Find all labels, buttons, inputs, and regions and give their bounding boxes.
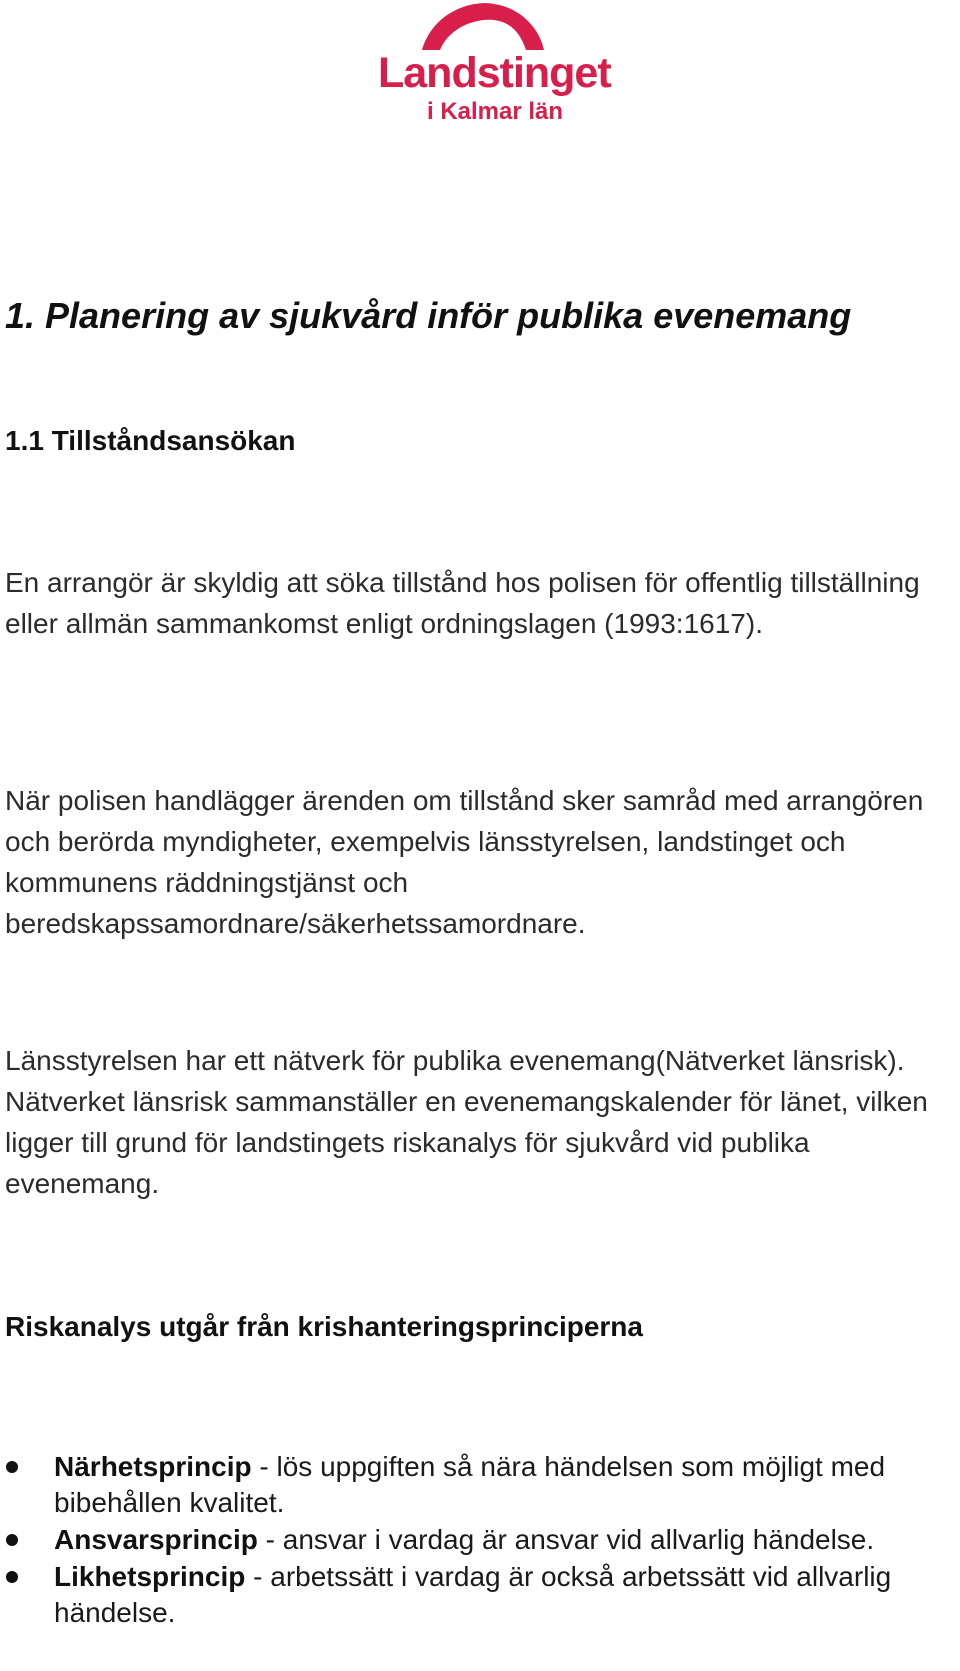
logo-name: Landstinget — [378, 49, 611, 97]
principle-term: Likhetsprincip — [54, 1561, 246, 1592]
paragraph-network: Länsstyrelsen har ett nätverk för publika evenemang(Nätverket länsrisk). Nätverket länsrisk sammanställer en evenemangskalender för länet, vilken ligger till grund för landstingets riskanalys för sjukvård vid publika evenemang. — [5, 1045, 928, 1199]
principles-list — [0, 1449, 950, 1632]
logo — [372, 0, 612, 132]
principle-description: - lös uppgiften så nära händelsen som möjligt med bibehållen kvalitet. — [54, 1451, 886, 1518]
logo-subtitle: i Kalmar län — [427, 98, 564, 125]
list-item — [0, 1449, 950, 1521]
page-title: 1. Planering av sjukvård inför publika evenemang — [5, 295, 852, 336]
risk-analysis-heading: Riskanalys utgår från krishanteringsprinciperna — [5, 1311, 643, 1342]
section-heading: 1.1 Tillståndsansökan — [5, 425, 296, 456]
principle-term: Ansvarsprincip — [54, 1524, 258, 1555]
list-item — [0, 1522, 950, 1558]
bullet-icon — [6, 1571, 18, 1583]
paragraph-consultation: När polisen handlägger ärenden om tillstånd sker samråd med arrangören och berörda myndigheter, exempelvis länsstyrelsen, landstinget och kommunens räddningstjänst och beredskapssamordnare/säkerhetssamordnare. — [5, 785, 924, 939]
bullet-icon — [6, 1534, 18, 1546]
list-item — [0, 1559, 950, 1631]
bullet-icon — [6, 1461, 18, 1473]
principle-description: - arbetssätt i vardag är också arbetssätt vid allvarlig händelse. — [54, 1561, 892, 1628]
principle-term: Närhetsprincip — [54, 1451, 252, 1482]
paragraph-permit: En arrangör är skyldig att söka tillstånd hos polisen för offentlig tillställning eller allmän sammankomst enligt ordningslagen (1993:1617). — [5, 567, 920, 639]
principle-description: - ansvar i vardag är ansvar vid allvarlig händelse. — [257, 1524, 875, 1555]
